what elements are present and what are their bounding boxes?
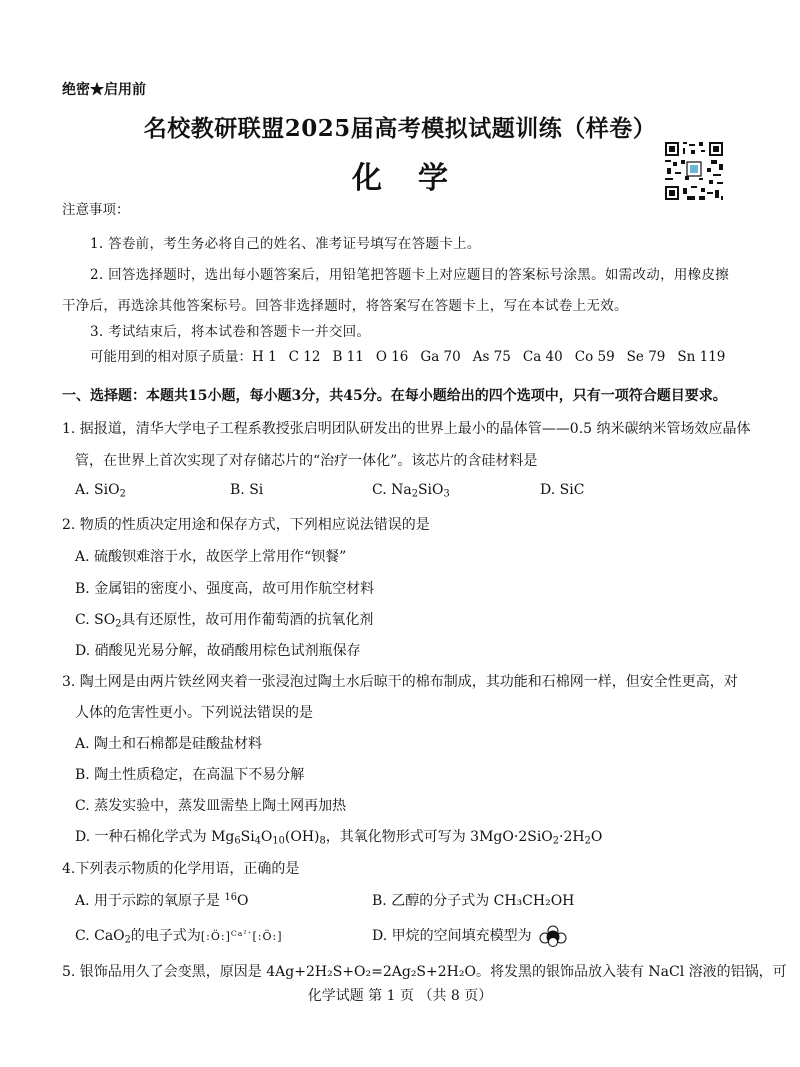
- electron-formula-icon: [:Ö:]$^{Ca^{2+}}$[:Ö:]: [200, 929, 283, 943]
- q3-option-b: B. 陶土性质稳定，在高温下不易分解: [75, 767, 305, 783]
- note-1: 1. 答卷前，考生务必将自己的姓名、准考证号填写在答题卡上。: [90, 236, 481, 252]
- q4-option-a: A. 用于示踪的氧原子是 $^{16}$O: [75, 892, 249, 909]
- q1-option-d: D. SiC: [540, 482, 585, 498]
- qr-code-icon: [663, 140, 725, 202]
- section-heading: 一、选择题：本题共15小题，每小题3分，共45分。在每小题给出的四个选项中，只有一项符合题目要求。: [62, 388, 727, 404]
- mass-item: O 16: [375, 349, 409, 365]
- q1-option-a: A. SiO$_2$: [75, 482, 126, 500]
- q2-option-a: A. 硫酸钡难溶于水，故医学上常用作“钡餐”: [75, 549, 347, 565]
- q3-option-a: A. 陶土和石棉都是硅酸盐材料: [75, 736, 263, 752]
- q4-stem: 4.下列表示物质的化学用语，正确的是: [62, 861, 300, 877]
- q3-option-c: C. 蒸发实验中，蒸发皿需垫上陶土网再加热: [75, 798, 347, 814]
- mass-item: C 12: [288, 349, 321, 365]
- confidential-label: 绝密★启用前: [62, 82, 146, 98]
- q2-option-b: B. 金属铝的密度小、强度高，故可用作航空材料: [75, 581, 375, 597]
- exam-title: 名校教研联盟2025届高考模拟试题训练（样卷）: [143, 115, 657, 142]
- q1-option-c: C. $Na_2SiO_3$: [372, 482, 450, 500]
- mass-item: As 75: [472, 349, 511, 365]
- q1-option-b: B. Si: [230, 482, 264, 498]
- mass-item: Ca 40: [522, 349, 563, 365]
- subject-title: 化学: [352, 161, 484, 196]
- q3-stem-line2: 人体的危害性更小。下列说法错误的是: [75, 705, 313, 721]
- methane-model-icon: [538, 925, 568, 947]
- q5-stem-line1: 5. 银饰品用久了会变黑，原因是 4Ag+2H₂S+O₂=2Ag₂S+2H₂O。将发黑的银饰品放入装有 NaCl 溶液的铝锅，可: [62, 964, 787, 980]
- note-2: 2. 回答选择题时，选出每小题答案后，用铅笔把答题卡上对应题目的答案标号涂黑。如需改动，用橡皮擦: [90, 267, 730, 283]
- mass-item: Se 79: [626, 349, 666, 365]
- mass-item: Ga 70: [420, 349, 461, 365]
- note-2-continued: 干净后，再选涂其他答案标号。回答非选择题时，将答案写在答题卡上，写在本试卷上无效。: [62, 298, 628, 314]
- mass-item: Co 59: [574, 349, 615, 365]
- q3-stem-line1: 3. 陶土网是由两片铁丝网夹着一张浸泡过陶土水后晾干的棉布制成，其功能和石棉网一样，但安全性更高，对: [62, 674, 738, 690]
- mass-item: B 11: [332, 349, 364, 365]
- q1-stem-line2: 管，在世界上首次实现了对存储芯片的“治疗一体化”。该芯片的含硅材料是: [75, 453, 538, 469]
- q3-option-d: D. 一种石棉化学式为 $Mg_6Si_4O_{10}(OH)_8$，其氧化物形式可写为 $3MgO\cdot 2SiO_2\cdot 2H_2O$: [75, 829, 603, 847]
- page-footer: 化学试题 第 1 页 （共 8 页）: [307, 988, 493, 1004]
- q4-option-d: D. 甲烷的空间填充模型为: [372, 925, 568, 947]
- mass-item: Sn 119: [677, 349, 726, 365]
- atomic-masses-label: 可能用到的相对原子质量：: [90, 349, 252, 365]
- note-3: 3. 考试结束后，将本试卷和答题卡一并交回。: [90, 324, 371, 340]
- atomic-masses-line: [90, 345, 737, 365]
- q2-option-c: C. $SO_2$具有还原性，故可用作葡萄酒的抗氧化剂: [75, 612, 374, 630]
- q4-option-b: B. 乙醇的分子式为 CH₃CH₂OH: [372, 893, 575, 909]
- q1-stem-line1: 1. 据报道，清华大学电子工程系教授张启明团队研发出的世界上最小的晶体管——0.5 纳米碳纳米管场效应晶体: [62, 421, 751, 437]
- q4-option-c: C. CaO$_2$的电子式为[:Ö:]$^{Ca^{2+}}$[:Ö:]: [75, 928, 283, 946]
- q2-stem: 2. 物质的性质决定用途和保存方式，下列相应说法错误的是: [62, 517, 430, 533]
- mass-item: H 1: [252, 349, 277, 365]
- q2-option-d: D. 硝酸见光易分解，故硝酸用棕色试剂瓶保存: [75, 643, 361, 659]
- notes-heading: 注意事项：: [62, 202, 130, 218]
